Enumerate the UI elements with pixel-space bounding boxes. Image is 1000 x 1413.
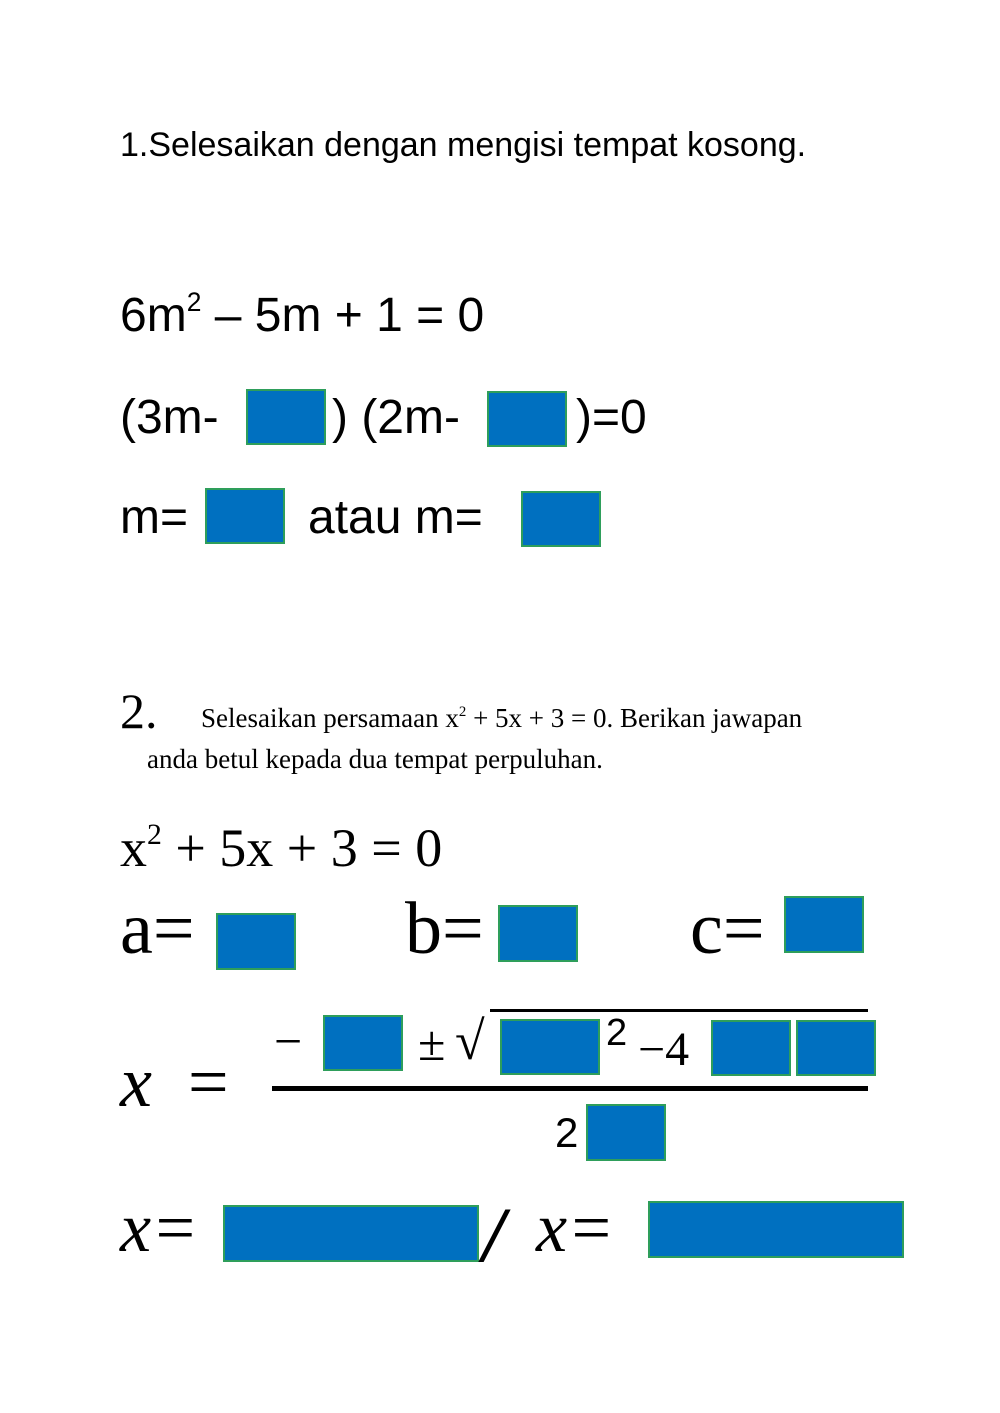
q2-coeff-a-label: a= [120, 888, 195, 970]
answer-blank-x1[interactable] [223, 1205, 479, 1262]
formula-two: 2 [555, 1109, 579, 1156]
q1-factor-mid: ) (2m- [332, 391, 460, 444]
q1-factor-close: )=0 [576, 391, 647, 444]
formula-minus: − [274, 1013, 303, 1069]
q2-coeff-b-label: b= [405, 888, 484, 970]
fraction-bar [272, 1086, 868, 1091]
q2-equation [120, 817, 442, 879]
q1-instruction: 1.Selesaikan dengan mengisi tempat kosong. [120, 126, 807, 164]
formula-blank-a[interactable] [711, 1020, 791, 1076]
formula-blank-c[interactable] [796, 1020, 876, 1076]
q2-instruction-exponent: 2 [458, 703, 467, 720]
q1-blank-root-1[interactable] [205, 488, 285, 544]
q1-root-1-label: m= [120, 491, 189, 544]
q1-blank-root-2[interactable] [521, 491, 601, 547]
formula-blank-b-squared[interactable] [500, 1019, 600, 1075]
q2-blank-b[interactable] [498, 905, 578, 962]
answer-slash: / [483, 1191, 505, 1278]
q1-equation [120, 288, 484, 343]
formula-square-exponent: 2 [606, 1012, 628, 1054]
q2-instruction-part-a: Selesaikan persamaan x [201, 703, 459, 733]
formula-plus-minus: ± [418, 1015, 446, 1071]
q2-instruction-line-1 [201, 703, 802, 734]
q1-blank-factor-1[interactable] [246, 389, 326, 445]
formula-x: x [120, 1042, 152, 1122]
q1-equation-exponent: 2 [186, 287, 202, 318]
q2-instruction-part-b: + 5x + 3 = 0. Berikan jawapan [466, 703, 803, 733]
answer-blank-x2[interactable] [648, 1201, 904, 1258]
formula-minus-four: −4 [638, 1023, 690, 1076]
q1-factor-open: (3m- [120, 391, 219, 444]
q2-instruction-line-2: anda betul kepada dua tempat perpuluhan. [147, 744, 603, 774]
q2-equation-rest: + 5x + 3 = 0 [161, 818, 443, 878]
q1-root-2-label: atau m= [308, 491, 483, 544]
q2-equation-exponent: 2 [147, 818, 162, 851]
formula-blank-b[interactable] [323, 1015, 403, 1071]
q2-equation-term: x [120, 818, 147, 878]
sqrt-icon: √ [455, 1011, 485, 1071]
q1-blank-factor-2[interactable] [487, 391, 567, 447]
formula-equals: = [188, 1042, 229, 1122]
sqrt-overline [490, 1009, 868, 1012]
answer-x2-label: x= [536, 1190, 615, 1267]
q2-blank-c[interactable] [784, 896, 864, 953]
q2-number: 2. [120, 683, 158, 739]
q1-equation-term: 6m [120, 289, 187, 342]
q1-equation-rest: – 5m + 1 = 0 [201, 289, 485, 342]
formula-blank-denominator-a[interactable] [586, 1104, 666, 1161]
answer-x1-label: x= [120, 1190, 199, 1267]
q2-blank-a[interactable] [216, 913, 296, 970]
q2-coeff-c-label: c= [690, 888, 765, 970]
